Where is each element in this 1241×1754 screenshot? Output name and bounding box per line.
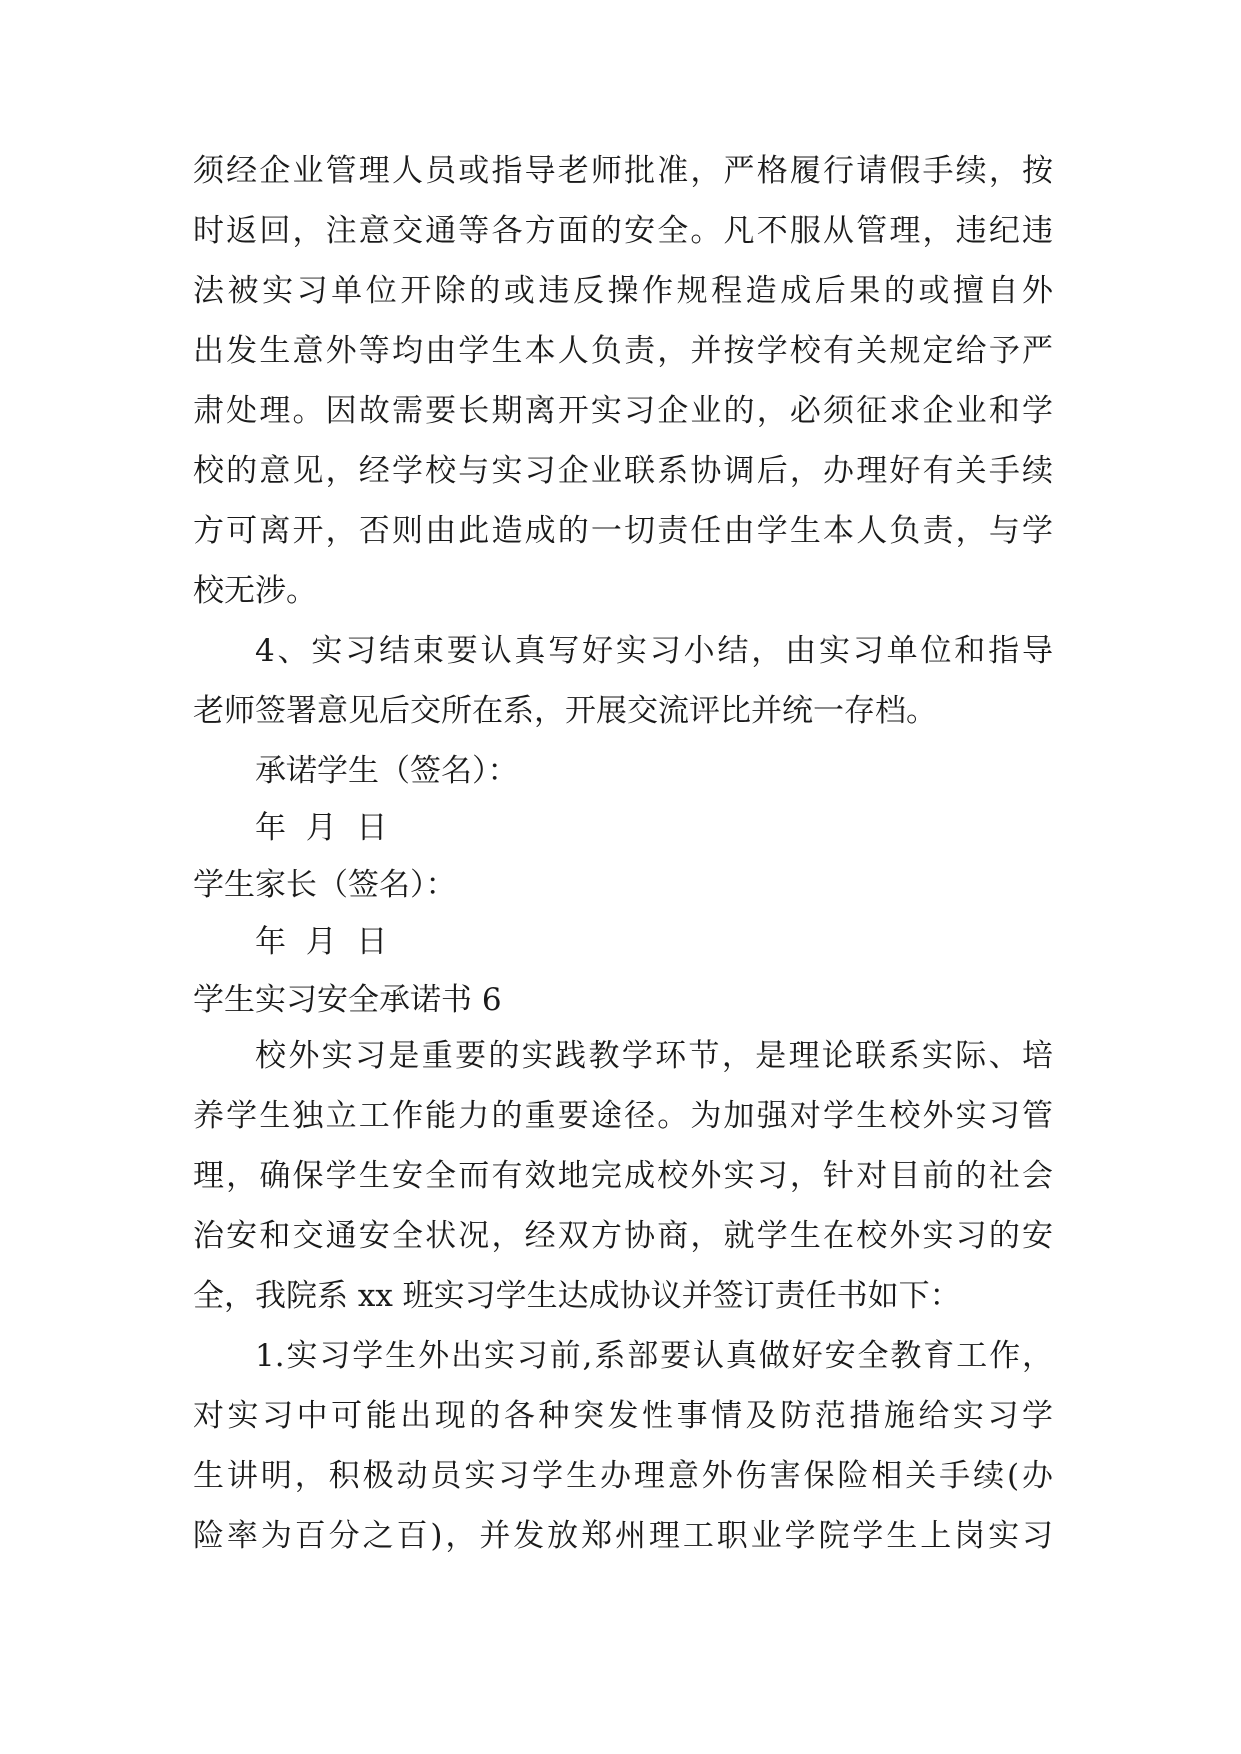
paragraph-line: 肃处理。因故需要长期离开实习企业的，必须征求企业和学 — [193, 393, 1053, 429]
student-signature-date: 年 月 日 — [255, 810, 388, 846]
paragraph-line: 方可离开，否则由此造成的一切责任由学生本人负责，与学 — [193, 513, 1053, 549]
parent-signature-date: 年 月 日 — [255, 924, 388, 960]
paragraph-line: 生讲明，积极动员实习学生办理意外伤害保险相关手续(办 — [193, 1458, 1053, 1494]
paragraph-line: 理，确保学生安全而有效地完成校外实习，针对目前的社会 — [193, 1158, 1053, 1194]
paragraph-line: 出发生意外等均由学生本人负责，并按学校有关规定给予严 — [193, 333, 1053, 369]
paragraph-line: 时返回，注意交通等各方面的安全。凡不服从管理，违纪违 — [193, 213, 1053, 249]
section-title: 学生实习安全承诺书 6 — [193, 982, 502, 1018]
paragraph-line: 法被实习单位开除的或违反操作规程造成后果的或擅自外 — [193, 273, 1053, 309]
paragraph-line: 险率为百分之百)，并发放郑州理工职业学院学生上岗实习 — [193, 1518, 1053, 1554]
paragraph-line: 养学生独立工作能力的重要途径。为加强对学生校外实习管 — [193, 1098, 1053, 1134]
paragraph-line: 校外实习是重要的实践教学环节，是理论联系实际、培 — [255, 1038, 1053, 1074]
parent-signature-label: 学生家长（签名）： — [193, 867, 457, 903]
paragraph-line: 校无涉。 — [193, 573, 317, 609]
student-signature-label: 承诺学生（签名）： — [255, 753, 519, 789]
paragraph-line: 4、实习结束要认真写好实习小结，由实习单位和指导 — [255, 633, 1053, 669]
paragraph-line: 对实习中可能出现的各种突发性事情及防范措施给实习学 — [193, 1398, 1053, 1434]
paragraph-line: 须经企业管理人员或指导老师批准，严格履行请假手续，按 — [193, 153, 1053, 189]
paragraph-line: 治安和交通安全状况，经双方协商，就学生在校外实习的安 — [193, 1218, 1053, 1254]
paragraph-line: 全，我院系 xx 班实习学生达成协议并签订责任书如下： — [193, 1278, 961, 1314]
paragraph-line: 1.实习学生外出实习前,系部要认真做好安全教育工作， — [255, 1338, 1053, 1374]
paragraph-line: 老师签署意见后交所在系，开展交流评比并统一存档。 — [193, 693, 937, 729]
paragraph-line: 校的意见，经学校与实习企业联系协调后，办理好有关手续 — [193, 453, 1053, 489]
